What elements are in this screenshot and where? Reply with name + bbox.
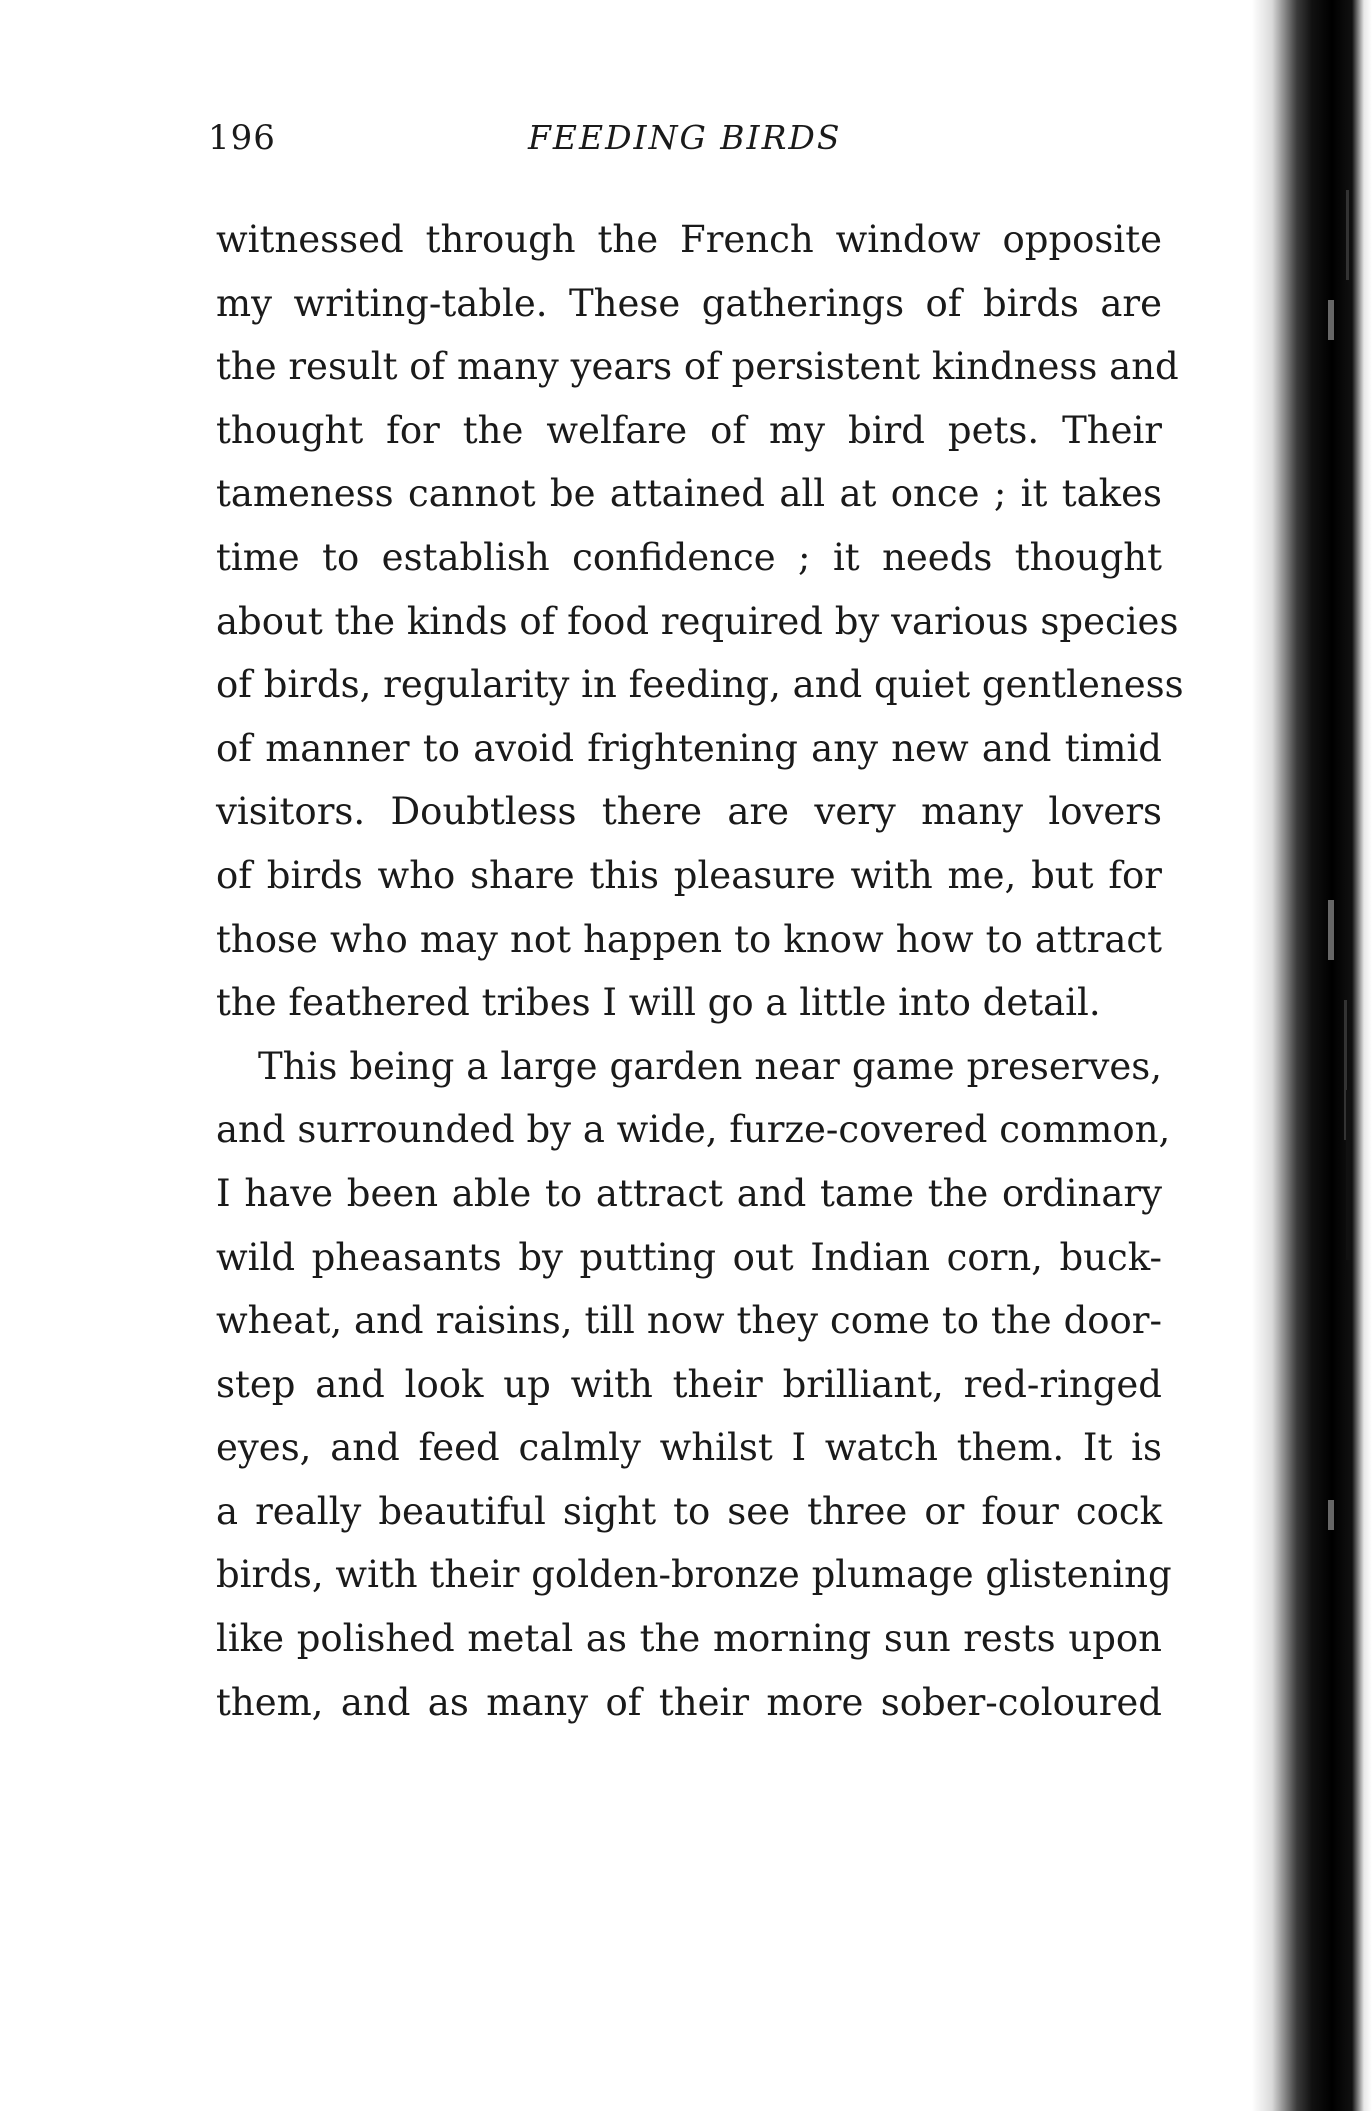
margin-mark — [1346, 190, 1349, 280]
text-line: and surrounded by a wide, furze-covered common, — [216, 1108, 1171, 1152]
page-header — [208, 118, 1168, 168]
text-line: wheat, and raisins, till now they come to the door- — [216, 1299, 1162, 1343]
page-number: 196 — [208, 118, 276, 158]
text-line: of manner to avoid frightening any new and timid — [216, 726, 1162, 770]
running-head: FEEDING BIRDS — [528, 118, 842, 157]
paragraph-end-line: the feathered tribes I will go a little into detail. — [216, 981, 1101, 1025]
text-line: I have been able to attract and tame the ordinary — [216, 1171, 1162, 1215]
text-line: those who may not happen to know how to attract — [216, 917, 1162, 961]
body-text — [216, 208, 1184, 1734]
text-line: eyes, and feed calmly whilst I watch them. It is — [216, 1426, 1162, 1470]
text-line: time to establish confidence ; it needs thought — [216, 535, 1162, 579]
text-line: about the kinds of food required by various species — [216, 599, 1179, 643]
text-line: a really beautiful sight to see three or four cock — [216, 1489, 1162, 1533]
text-line: visitors. Doubtless there are very many lovers — [216, 790, 1162, 834]
text-line: of birds who share this pleasure with me, but for — [216, 853, 1162, 897]
paragraph-start-line: This being a large garden near game preserves, — [258, 1044, 1162, 1088]
text-line: tameness cannot be attained all at once ; it takes — [216, 472, 1162, 516]
scan-speck — [1328, 900, 1334, 960]
text-line: step and look up with their brilliant, red-ringed — [216, 1362, 1162, 1406]
margin-mark — [1346, 1090, 1351, 1260]
text-line: like polished metal as the morning sun rests upon — [216, 1617, 1162, 1661]
scan-speck — [1328, 1500, 1334, 1530]
text-line: of birds, regularity in feeding, and quiet gentleness — [216, 663, 1184, 707]
text-line: witnessed through the French window opposite — [216, 218, 1162, 261]
text-line: them, and as many of their more sober-coloured — [216, 1680, 1162, 1724]
scan-speck — [1328, 300, 1334, 340]
text-line: thought for the welfare of my bird pets. Their — [216, 408, 1162, 452]
scanned-binding-edge — [1252, 0, 1372, 2111]
text-line: birds, with their golden-bronze plumage glistening — [216, 1553, 1172, 1597]
text-line: my writing-table. These gatherings of birds are — [216, 281, 1162, 325]
text-line: the result of many years of persistent kindness and — [216, 345, 1179, 389]
text-line: wild pheasants by putting out Indian corn, buck- — [216, 1235, 1162, 1279]
